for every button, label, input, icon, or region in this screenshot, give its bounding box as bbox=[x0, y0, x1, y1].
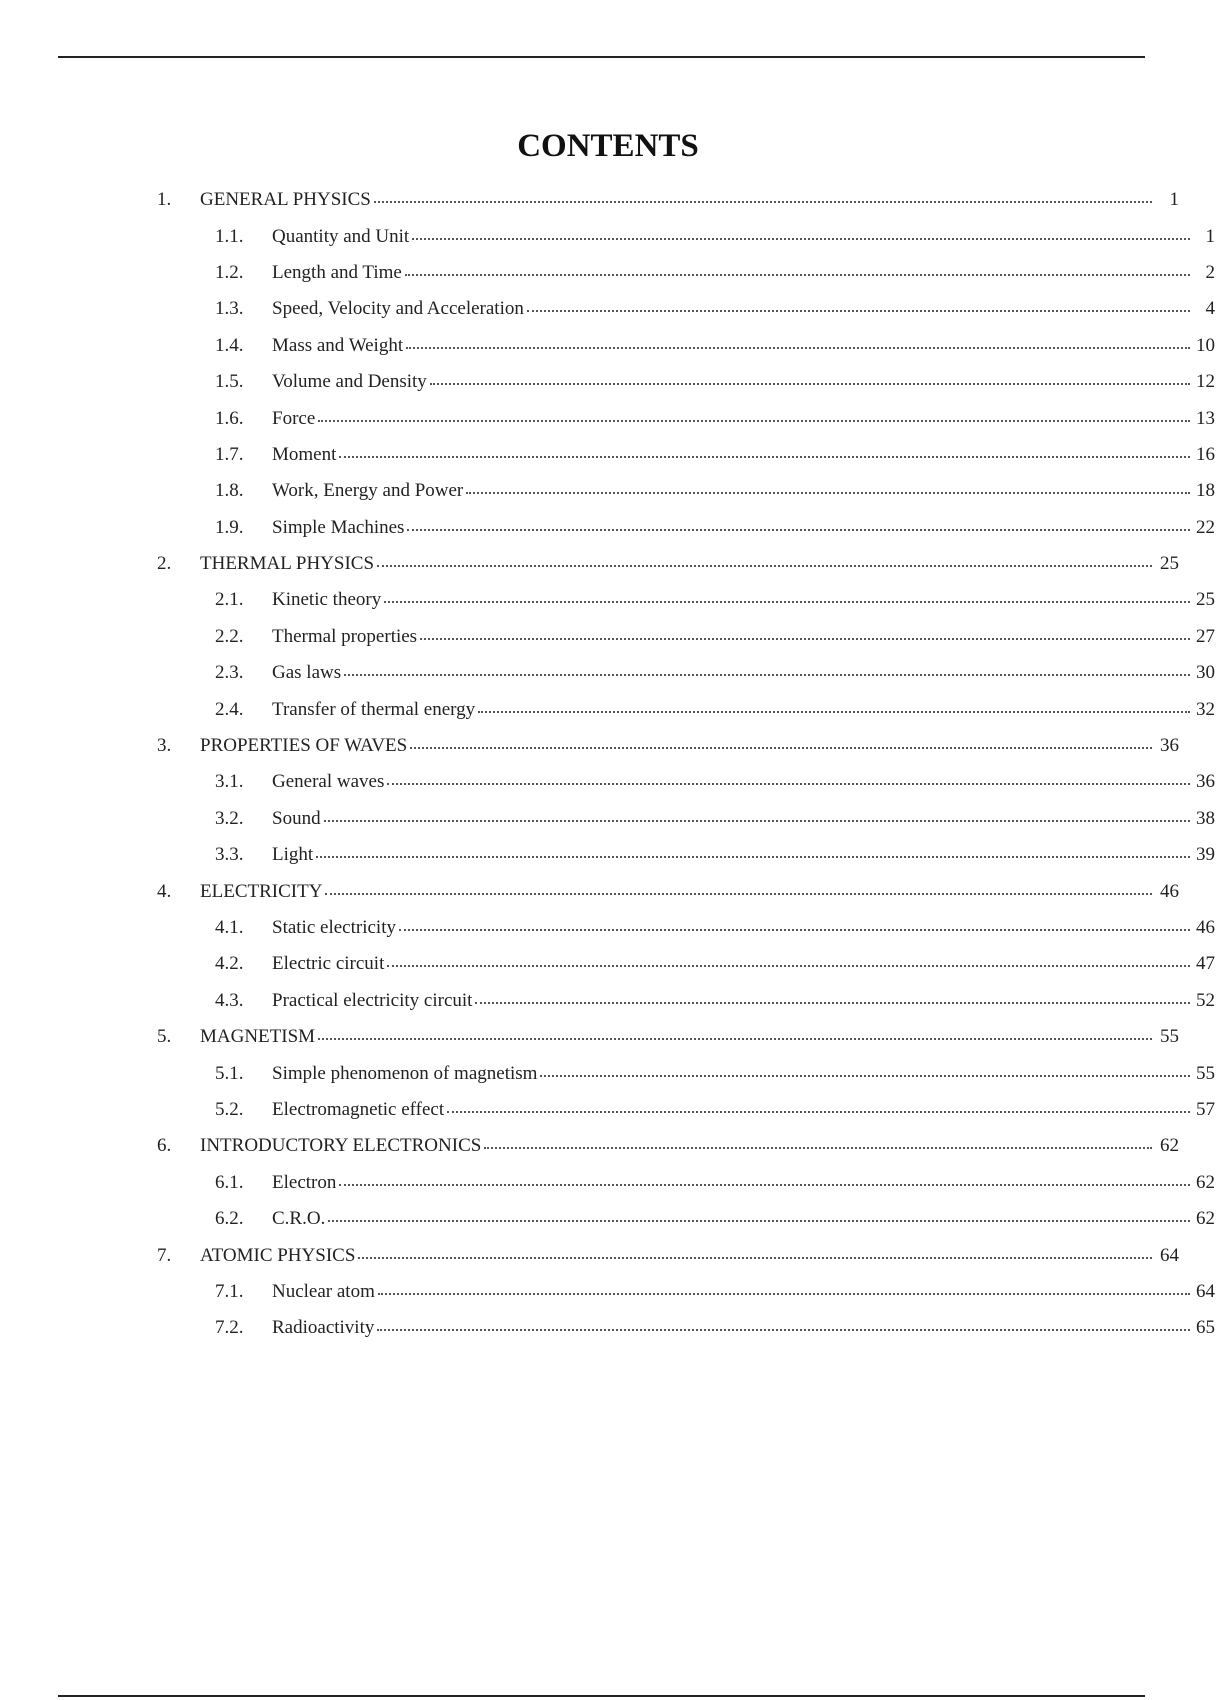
section-number: 1.4. bbox=[215, 334, 244, 356]
page-number: 22 bbox=[1196, 516, 1215, 538]
chapter-title: INTRODUCTORY ELECTRONICS bbox=[200, 1135, 482, 1157]
page-number: 57 bbox=[1196, 1098, 1215, 1120]
toc-chapter-entry[interactable] bbox=[0, 546, 1200, 582]
section-number: 2.4. bbox=[215, 698, 244, 720]
chapter-number: 5. bbox=[157, 1026, 172, 1048]
page-number: 64 bbox=[1160, 1244, 1179, 1266]
dot-leader bbox=[374, 201, 1152, 203]
section-title: Volume and Density bbox=[272, 371, 427, 393]
section-title: Speed, Velocity and Acceleration bbox=[272, 298, 524, 320]
page-number: 52 bbox=[1196, 989, 1215, 1011]
page-number: 62 bbox=[1160, 1135, 1179, 1157]
section-title: General waves bbox=[272, 771, 385, 793]
section-number: 7.2. bbox=[215, 1317, 244, 1339]
section-title: Nuclear atom bbox=[272, 1280, 375, 1302]
dot-leader bbox=[484, 1147, 1152, 1149]
section-title: Gas laws bbox=[272, 662, 342, 684]
page-number: 10 bbox=[1196, 334, 1215, 356]
toc-section-entry[interactable] bbox=[0, 946, 1215, 982]
page-number: 25 bbox=[1160, 553, 1179, 575]
toc-section-entry[interactable] bbox=[0, 691, 1215, 727]
dot-leader bbox=[406, 347, 1190, 349]
section-title: Electric circuit bbox=[272, 953, 385, 975]
page-number: 1 bbox=[1205, 225, 1215, 247]
dot-leader bbox=[339, 1184, 1190, 1186]
toc-section-entry[interactable] bbox=[0, 364, 1215, 400]
dot-leader bbox=[328, 1220, 1190, 1222]
dot-leader bbox=[466, 492, 1190, 494]
toc-section-entry[interactable] bbox=[0, 1092, 1215, 1128]
toc-section-entry[interactable] bbox=[0, 801, 1215, 837]
page-number: 25 bbox=[1196, 589, 1215, 611]
section-title: Transfer of thermal energy bbox=[272, 698, 476, 720]
section-title: Thermal properties bbox=[272, 625, 418, 647]
section-number: 1.3. bbox=[215, 298, 244, 320]
chapter-title: THERMAL PHYSICS bbox=[200, 553, 375, 575]
page-number: 32 bbox=[1196, 698, 1215, 720]
dot-leader bbox=[378, 1293, 1190, 1295]
chapter-title: GENERAL PHYSICS bbox=[200, 189, 371, 211]
toc-section-entry[interactable] bbox=[0, 837, 1215, 873]
page-number: 39 bbox=[1196, 844, 1215, 866]
section-number: 2.1. bbox=[215, 589, 244, 611]
section-title: Kinetic theory bbox=[272, 589, 382, 611]
toc-section-entry[interactable] bbox=[0, 1310, 1215, 1346]
toc-section-entry[interactable] bbox=[0, 437, 1215, 473]
section-number: 6.1. bbox=[215, 1171, 244, 1193]
section-title: Force bbox=[272, 407, 316, 429]
toc-section-entry[interactable] bbox=[0, 291, 1215, 327]
dot-leader bbox=[358, 1257, 1152, 1259]
page-number: 27 bbox=[1196, 625, 1215, 647]
page-number: 13 bbox=[1196, 407, 1215, 429]
page-number: 4 bbox=[1205, 298, 1215, 320]
dot-leader bbox=[412, 238, 1190, 240]
toc-section-entry[interactable] bbox=[0, 764, 1215, 800]
dot-leader bbox=[325, 893, 1152, 895]
section-number: 1.9. bbox=[215, 516, 244, 538]
section-number: 1.8. bbox=[215, 480, 244, 502]
section-title: Mass and Weight bbox=[272, 334, 404, 356]
section-title: Length and Time bbox=[272, 261, 402, 283]
page-number: 65 bbox=[1196, 1317, 1215, 1339]
section-number: 1.1. bbox=[215, 225, 244, 247]
toc-section-entry[interactable] bbox=[0, 910, 1215, 946]
section-title: Moment bbox=[272, 443, 337, 465]
section-number: 3.2. bbox=[215, 807, 244, 829]
dot-leader bbox=[447, 1111, 1190, 1113]
dot-leader bbox=[475, 1002, 1190, 1004]
header-rule bbox=[58, 56, 1145, 58]
section-number: 2.3. bbox=[215, 662, 244, 684]
page-number: 55 bbox=[1196, 1062, 1215, 1084]
section-title: Electron bbox=[272, 1171, 337, 1193]
dot-leader bbox=[405, 274, 1190, 276]
section-title: Simple phenomenon of magnetism bbox=[272, 1062, 538, 1084]
toc-section-entry[interactable] bbox=[0, 1274, 1215, 1310]
section-number: 1.6. bbox=[215, 407, 244, 429]
section-number: 6.2. bbox=[215, 1208, 244, 1230]
section-title: Electromagnetic effect bbox=[272, 1098, 445, 1120]
page-number: 36 bbox=[1160, 735, 1179, 757]
section-number: 3.3. bbox=[215, 844, 244, 866]
page-number: 30 bbox=[1196, 662, 1215, 684]
page-number: 36 bbox=[1196, 771, 1215, 793]
dot-leader bbox=[384, 601, 1190, 603]
toc-chapter-entry[interactable] bbox=[0, 1019, 1200, 1055]
dot-leader bbox=[344, 674, 1190, 676]
page-number: 16 bbox=[1196, 443, 1215, 465]
toc-section-entry[interactable] bbox=[0, 655, 1215, 691]
page-number: 2 bbox=[1205, 261, 1215, 283]
chapter-title: ELECTRICITY bbox=[200, 880, 323, 902]
page-number: 18 bbox=[1196, 480, 1215, 502]
chapter-number: 6. bbox=[157, 1135, 172, 1157]
page-title: CONTENTS bbox=[517, 128, 699, 164]
chapter-number: 1. bbox=[157, 189, 172, 211]
toc-section-entry[interactable] bbox=[0, 619, 1215, 655]
page-number: 46 bbox=[1160, 880, 1179, 902]
toc-section-entry[interactable] bbox=[0, 582, 1215, 618]
toc-chapter-entry[interactable] bbox=[0, 182, 1200, 218]
section-title: Simple Machines bbox=[272, 516, 405, 538]
section-number: 3.1. bbox=[215, 771, 244, 793]
dot-leader bbox=[540, 1075, 1190, 1077]
section-number: 4.3. bbox=[215, 989, 244, 1011]
dot-leader bbox=[387, 965, 1190, 967]
chapter-title: MAGNETISM bbox=[200, 1026, 316, 1048]
dot-leader bbox=[478, 711, 1190, 713]
page-number: 38 bbox=[1196, 807, 1215, 829]
section-title: Work, Energy and Power bbox=[272, 480, 464, 502]
section-title: Static electricity bbox=[272, 917, 396, 938]
section-number: 1.5. bbox=[215, 371, 244, 393]
page-number: 46 bbox=[1196, 917, 1215, 938]
page-number: 1 bbox=[1169, 189, 1179, 211]
section-title: Sound bbox=[272, 807, 321, 829]
section-title: Quantity and Unit bbox=[272, 225, 410, 247]
section-number: 2.2. bbox=[215, 625, 244, 647]
toc-section-entry[interactable] bbox=[0, 255, 1215, 291]
section-title: Light bbox=[272, 844, 314, 866]
section-title: Radioactivity bbox=[272, 1317, 375, 1339]
section-number: 7.1. bbox=[215, 1280, 244, 1302]
toc-chapter-entry[interactable] bbox=[0, 1237, 1200, 1273]
chapter-number: 3. bbox=[157, 735, 172, 757]
section-number: 4.2. bbox=[215, 953, 244, 975]
section-title: C.R.O. bbox=[272, 1208, 326, 1230]
toc-section-entry[interactable] bbox=[0, 400, 1215, 436]
section-number: 1.7. bbox=[215, 443, 244, 465]
dot-leader bbox=[318, 1038, 1152, 1040]
chapter-number: 7. bbox=[157, 1244, 172, 1266]
page-number: 64 bbox=[1196, 1280, 1215, 1302]
section-number: 4.1. bbox=[215, 917, 244, 938]
toc-section-entry[interactable] bbox=[0, 510, 1215, 546]
dot-leader bbox=[527, 310, 1190, 312]
chapter-number: 4. bbox=[157, 880, 172, 902]
toc-section-entry[interactable] bbox=[0, 328, 1215, 364]
toc-section-entry[interactable] bbox=[0, 473, 1215, 509]
dot-leader bbox=[420, 638, 1190, 640]
dot-leader bbox=[410, 747, 1152, 749]
dot-leader bbox=[316, 856, 1190, 858]
chapter-title: PROPERTIES OF WAVES bbox=[200, 735, 408, 757]
page-number: 47 bbox=[1196, 953, 1215, 975]
section-number: 1.2. bbox=[215, 261, 244, 283]
dot-leader bbox=[318, 420, 1190, 422]
toc-section-entry[interactable] bbox=[0, 218, 1215, 254]
dot-leader bbox=[324, 820, 1190, 822]
page-number: 62 bbox=[1196, 1171, 1215, 1193]
section-number: 5.1. bbox=[215, 1062, 244, 1084]
dot-leader bbox=[430, 383, 1190, 385]
toc-section-entry[interactable] bbox=[0, 1165, 1215, 1201]
toc-chapter-entry[interactable] bbox=[0, 728, 1200, 764]
toc-chapter-entry[interactable] bbox=[0, 1128, 1200, 1164]
page-number: 62 bbox=[1196, 1208, 1215, 1230]
section-number: 5.2. bbox=[215, 1098, 244, 1120]
table-of-contents bbox=[0, 182, 1215, 1347]
page-number: 12 bbox=[1196, 371, 1215, 393]
dot-leader bbox=[377, 565, 1152, 567]
dot-leader bbox=[399, 929, 1190, 931]
dot-leader bbox=[407, 529, 1190, 531]
toc-section-entry[interactable] bbox=[0, 983, 1215, 1019]
section-title: Practical electricity circuit bbox=[272, 989, 473, 1011]
chapter-title: ATOMIC PHYSICS bbox=[200, 1244, 356, 1266]
dot-leader bbox=[387, 783, 1190, 785]
page-number: 55 bbox=[1160, 1026, 1179, 1048]
dot-leader bbox=[339, 456, 1190, 458]
dot-leader bbox=[377, 1329, 1190, 1331]
toc-section-entry[interactable] bbox=[0, 1201, 1215, 1237]
chapter-number: 2. bbox=[157, 553, 172, 575]
toc-chapter-entry[interactable] bbox=[0, 873, 1200, 909]
footer-rule bbox=[58, 1695, 1145, 1697]
toc-section-entry[interactable] bbox=[0, 1055, 1215, 1091]
